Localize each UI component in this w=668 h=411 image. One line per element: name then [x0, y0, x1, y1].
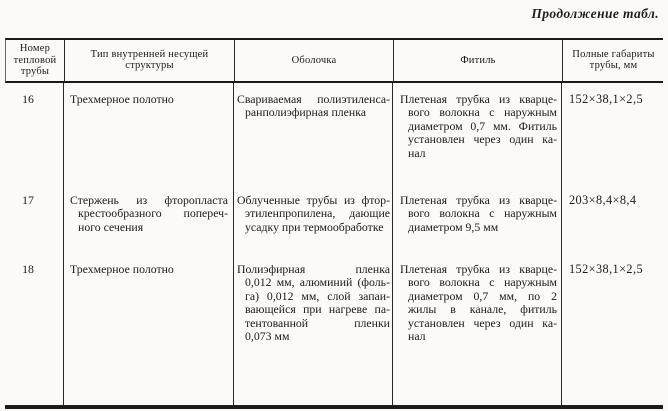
column-header-shell: Оболочка — [234, 40, 393, 81]
cell-pipe-number: 17 — [22, 192, 34, 207]
column-header-pipe-number: Номер тепловой трубы — [13, 43, 57, 77]
table-row — [5, 83, 663, 189]
table-continuation-caption: Продолжение табл. — [531, 6, 659, 21]
cell-wick: Плетеная трубка из кварце- вого волокна с наружным диаметром 9,5 мм — [392, 189, 561, 259]
cell-internal-structure: Трехмерное полотно — [63, 259, 233, 405]
cell-internal-structure: Трехмерное полотно — [63, 83, 233, 189]
table-body — [5, 83, 663, 405]
cell-shell: Свариваемая полиэтиленса- ранполиэфирная пленка — [233, 83, 392, 189]
column-header-wick: Фитиль — [393, 40, 562, 81]
table-bottom-rule — [5, 405, 663, 409]
table-header-row — [5, 38, 663, 83]
cell-pipe-number: 16 — [22, 91, 34, 106]
column-header-dimensions: Полные габариты трубы, мм — [562, 40, 664, 81]
cell-dimensions: 152×38,1×2,5 — [561, 83, 663, 189]
cell-dimensions: 152×38,1×2,5 — [561, 259, 663, 405]
cell-dimensions: 203×8,4×8,4 — [561, 189, 663, 259]
heat-pipe-table — [5, 38, 663, 409]
cell-wick: Плетеная трубка из кварце- вого волокна с наружным диаметром 0,7 мм. Фитиль установлен через один ка- нал — [392, 83, 561, 189]
cell-shell: Полиэфирная пленка 0,012 мм, алюминий (фоль- га) 0,012 мм, слой запаи- вающейся при нагреве па- тентованной пленки 0,073 мм — [233, 259, 392, 405]
table-row — [5, 259, 663, 405]
table-row — [5, 189, 663, 259]
cell-wick: Плетеная трубка из кварце- вого волокна с наружным диаметром 0,7 мм, по 2 жилы в канале, фитиль установлен через один ка- нал — [392, 259, 561, 405]
column-header-internal-structure: Тип внутренней несущей структуры — [64, 40, 234, 81]
cell-pipe-number: 18 — [22, 261, 34, 276]
cell-internal-structure: Стержень из фторопласта крестообразного попереч- ного сечения — [63, 189, 233, 259]
cell-shell: Облученные трубы из фтор- этиленпропилена, дающие усадку при термообработке — [233, 189, 392, 259]
